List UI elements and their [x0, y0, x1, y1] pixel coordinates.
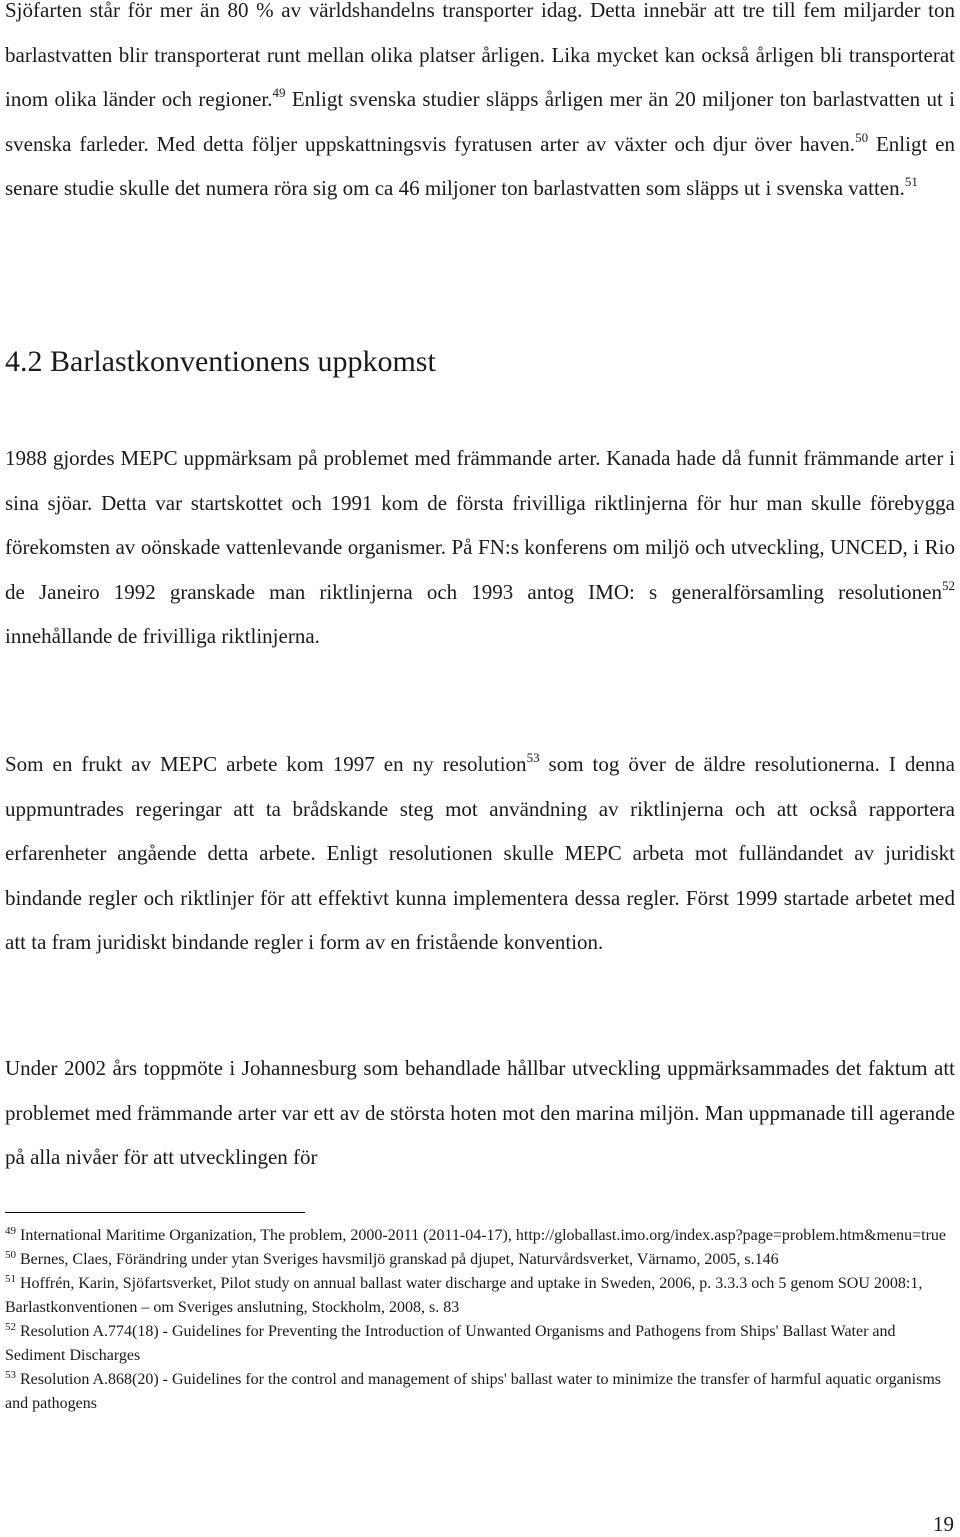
footnote-text: International Maritime Organization, The problem, 2000-2011 (2011-04-17), http://globallast.imo.org/index.asp?page=problem.htm&menu=true [16, 1227, 946, 1244]
footnote-number: 53 [5, 1369, 16, 1381]
footnote-ref-52[interactable]: 52 [942, 577, 955, 593]
paragraph-mepc-resolution [5, 742, 955, 965]
footnote-number: 51 [5, 1273, 16, 1285]
paragraph-text: som tog över de äldre resolutionerna. I denna uppmuntrades regeringar att ta brådskande steg mot användning av riktlinjerna och att också rapportera erfarenheter angående detta arbete. Enligt resolutionen skulle MEPC arbeta mot fulländandet av juridiskt bindande regler och riktlinjer för att effektivt kunna implementera dessa regler. Först 1999 startade arbetet med att ta fram juridiskt bindande regler i form av en fristående konvention. [5, 752, 955, 954]
paragraph-johannesburg: Under 2002 års toppmöte i Johannesburg som behandlade hållbar utveckling uppmärksammades det faktum att problemet med främmande arter var ett av de största hoten mot den marina miljön. Man uppmanade till agerande på alla nivåer för att utvecklingen för [5, 1056, 955, 1169]
footnote-49 [5, 1224, 955, 1248]
paragraph-text: innehållande de frivilliga riktlinjerna. [5, 624, 320, 648]
paragraph-convention-origin [5, 436, 955, 659]
footnote-separator [5, 1212, 305, 1213]
footnote-ref-49[interactable]: 49 [272, 85, 286, 100]
footnote-text: Bernes, Claes, Förändring under ytan Sveriges havsmiljö granskad på djupet, Naturvårdsverket, Värnamo, 2005, s.146 [16, 1251, 779, 1268]
footnote-text: Resolution A.774(18) - Guidelines for Preventing the Introduction of Unwanted Organisms and Pathogens from Ships' Ballast Water and Sediment Discharges [5, 1323, 896, 1364]
paragraph-text: Som en frukt av MEPC arbete kom 1997 en ny resolution [5, 752, 527, 776]
footnote-ref-50[interactable]: 50 [855, 129, 869, 145]
footnote-number: 52 [5, 1321, 16, 1333]
footnote-number: 50 [5, 1249, 16, 1261]
paragraph-text: 1988 gjordes MEPC uppmärksam på problemet med främmande arter. Kanada hade då funnit främmande arter i sina sjöar. Detta var startskottet och 1991 kom de första frivilliga riktlinjerna för hur man skulle förebygga förekomsten av oönskade vattenlevande organismer. På FN:s konferens om miljö och utveckling, UNCED, i Rio de Janeiro 1992 granskade man riktlinjerna och 1993 antog IMO: s generalförsamling resolutionen [5, 446, 955, 604]
paragraph-text: Sjöfarten står för mer än 80 % av världshandelns transporter idag. Detta innebär att tre till fem miljarder ton barlastvatten blir transporterat runt mellan olika platser årligen. Lika mycket kan också årligen bli transporterat inom olika länder och regioner. [5, 0, 955, 111]
footnote-52 [5, 1320, 955, 1368]
footnote-text: Resolution A.868(20) - Guidelines for the control and management of ships' ballast water to minimize the transfer of harmful aquatic organisms and pathogens [5, 1371, 942, 1412]
footnote-ref-51[interactable]: 51 [904, 174, 918, 189]
footnotes [5, 1224, 955, 1416]
footnote-53 [5, 1368, 955, 1416]
page-number: 19 [933, 1512, 954, 1536]
footnote-ref-53[interactable]: 53 [526, 750, 540, 765]
footnote-number: 49 [5, 1225, 16, 1237]
paragraph-text: Enligt svenska studier släpps årligen mer än 20 miljoner ton barlastvatten ut i svenska farleder. Med detta följer uppskattningsvis fyratusen arter av växter och djur över haven. [5, 87, 955, 156]
paragraph-text: Enligt en senare studie skulle det numera röra sig om ca 46 miljoner ton barlastvatten som släpps ut i svenska vatten. [5, 131, 955, 200]
footnote-text: Hoffrén, Karin, Sjöfartsverket, Pilot study on annual ballast water discharge and uptake in Sweden, 2006, p. 3.3.3 och 5 genom SOU 2008:1, Barlastkonventionen – om Sveriges anslutning, Stockholm, 2008, s. 83 [5, 1275, 923, 1316]
paragraph-ballast-intro [5, 0, 955, 211]
footnote-51 [5, 1272, 955, 1320]
section-heading: 4.2 Barlastkonventionens uppkomst [5, 345, 436, 378]
footnote-50 [5, 1248, 955, 1272]
